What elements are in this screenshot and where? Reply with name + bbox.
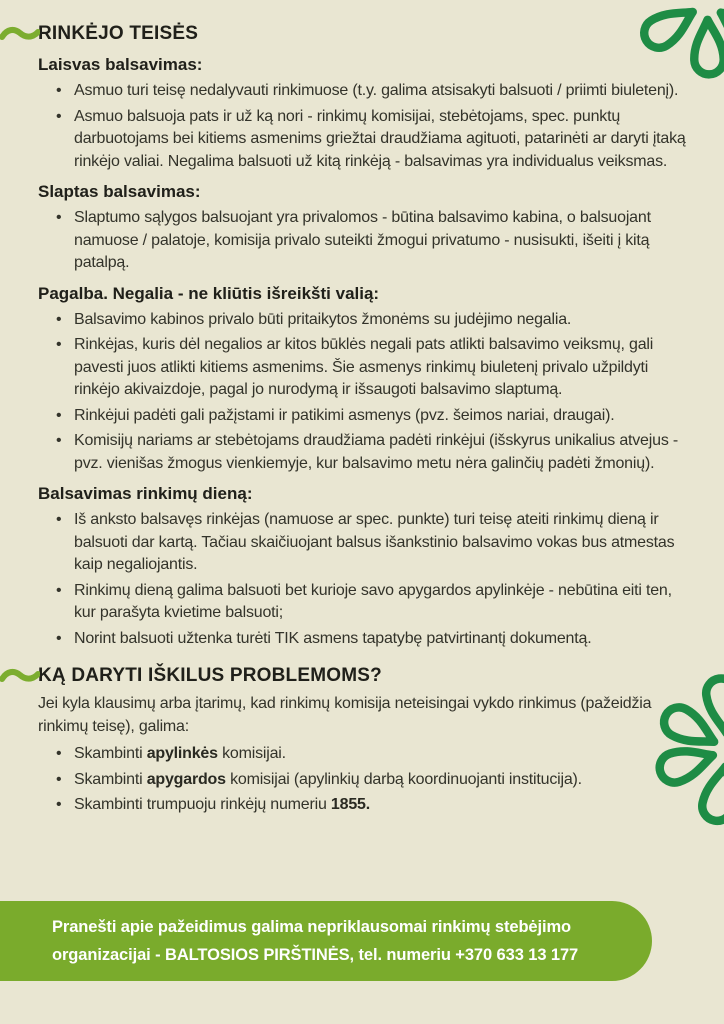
bullet-item bbox=[38, 207, 694, 275]
bullet-dot: • bbox=[56, 209, 62, 226]
bullet-dot: • bbox=[56, 310, 62, 328]
bullet-text: Skambinti apylinkės komisijai. bbox=[74, 745, 286, 762]
bullet-dot: • bbox=[56, 629, 62, 647]
subsection-heading: Slaptas balsavimas: bbox=[38, 182, 201, 201]
bullet-item bbox=[38, 628, 694, 651]
bullet-item bbox=[38, 106, 694, 174]
subsection-heading: Laisvas balsavimas: bbox=[38, 55, 203, 74]
report-banner bbox=[0, 901, 652, 981]
bullet-text: Rinkėjui padėti gali pažįstami ir patikimi asmenys (pvz. šeimos nariai, draugai). bbox=[74, 406, 615, 424]
section-heading bbox=[38, 664, 694, 687]
bullet-item bbox=[38, 334, 694, 402]
bullet-list bbox=[38, 80, 694, 173]
bullet-item bbox=[38, 430, 694, 475]
bullet-text: Asmuo balsuoja pats ir už ką nori - rinkimų komisijai, stebėtojams, spec. punktų darbuotojams bei kitiems asmenims griežtai draudžiama agituoti, patarinėti ar daryti įtaką rinkėjo valiai. Negalima balsuoti už kitą rinkėją - balsavimas yra individualus veiksmas. bbox=[74, 107, 686, 170]
bullet-item bbox=[38, 80, 694, 103]
bullet-text: Balsavimo kabinos privalo būti pritaikytos žmonėms su judėjimo negalia. bbox=[74, 310, 572, 328]
bullet-text: Norint balsuoti užtenka turėti TIK asmens tapatybę patvirtinantį dokumentą. bbox=[74, 629, 592, 647]
bullet-item bbox=[38, 509, 694, 577]
bullet-dot: • bbox=[56, 796, 62, 813]
bullet-item bbox=[38, 309, 694, 332]
bullet-text: Iš anksto balsavęs rinkėjas (namuose ar spec. punkte) turi teisę ateiti rinkimų dieną ir balsuoti dar kartą. Tačiau skaičiuojant balsus išankstinio balsavimo vokas bus atmestas kaip negaliojantis. bbox=[74, 511, 675, 573]
bullet-text: Asmuo turi teisę nedalyvauti rinkimuose (t.y. galima atsisakyti balsuoti / priimti biuletenį). bbox=[74, 82, 679, 99]
bullet-list bbox=[38, 743, 694, 817]
bullet-dot: • bbox=[56, 82, 62, 99]
bullet-text: Komisijų nariams ar stebėtojams draudžiama padėti rinkėjui (išskyrus unikalius atvejus - pvz. vienišas žmogus vienkiemyje, kur balsavimo metu nėra galinčių padėti žmonių). bbox=[74, 432, 678, 472]
bullet-text: Rinkėjas, kuris dėl negalios ar kitos būklės negali pats atlikti balsavimo veiksmų, gali pavesti juos atlikti kitiems asmenims. Šie asmenys rinkimų biuletenį privalo užpildyti rinkėjo akivaizdoje, pagal jo nurodymą ir išsaugoti balsavimo slaptumą. bbox=[74, 336, 654, 398]
bullet-dot: • bbox=[56, 107, 62, 125]
bullet-list bbox=[38, 309, 694, 476]
bullet-text: Skambinti apygardos komisijai (apylinkių darbą koordinuojanti institucija). bbox=[74, 770, 582, 788]
subsection-heading: Pagalba. Negalia - ne kliūtis išreikšti valią: bbox=[38, 283, 380, 303]
section-heading bbox=[38, 22, 694, 45]
bullet-list bbox=[38, 207, 694, 275]
bullet-item bbox=[38, 743, 694, 766]
bullet-dot: • bbox=[56, 336, 62, 353]
bullet-item bbox=[38, 405, 694, 428]
bullet-text: Skambinti trumpuoju rinkėjų numeriu 1855. bbox=[74, 796, 370, 813]
bullet-dot: • bbox=[56, 770, 62, 788]
bullet-item bbox=[38, 769, 694, 792]
subsection-heading: Balsavimas rinkimų dieną: bbox=[38, 484, 253, 503]
wave-swoosh-icon bbox=[0, 668, 40, 684]
bullet-dot: • bbox=[56, 432, 62, 449]
section-heading-text: KĄ DARYTI IŠKILUS PROBLEMOMS? bbox=[38, 665, 382, 686]
bullet-dot: • bbox=[56, 581, 62, 599]
wave-swoosh-icon bbox=[0, 26, 40, 42]
bullet-list bbox=[38, 509, 694, 650]
bullet-text: Rinkimų dieną galima balsuoti bet kurioje savo apygardos apylinkėje - nebūtina eiti ten, kur parašyta kvietime balsuoti; bbox=[74, 581, 672, 621]
bullet-text: Slaptumo sąlygos balsuojant yra privalomos - būtina balsavimo kabina, o balsuojant namuose / palatoje, komisija privalo suteikti žmogui privatumo - nusisukti, išeiti į kitą patalpą. bbox=[74, 209, 651, 271]
banner-line-2: organizacijai - BALTOSIOS PIRŠTINĖS, tel. numeriu +370 633 13 177 bbox=[52, 946, 579, 964]
bullet-dot: • bbox=[56, 406, 62, 424]
banner-line-1: Pranešti apie pažeidimus galima nepriklausomai rinkimų stebėjimo bbox=[52, 918, 572, 936]
paragraph: Jei kyla klausimų arba įtarimų, kad rinkimų komisija neteisingai vykdo rinkimus (pažeidžia rinkimų teisę), galima: bbox=[38, 695, 652, 735]
bullet-item bbox=[38, 794, 694, 817]
section-heading-text: RINKĖJO TEISĖS bbox=[38, 23, 199, 44]
bullet-item bbox=[38, 580, 694, 625]
bullet-dot: • bbox=[56, 511, 62, 528]
report-banner-text bbox=[0, 901, 652, 969]
bullet-dot: • bbox=[56, 745, 62, 762]
